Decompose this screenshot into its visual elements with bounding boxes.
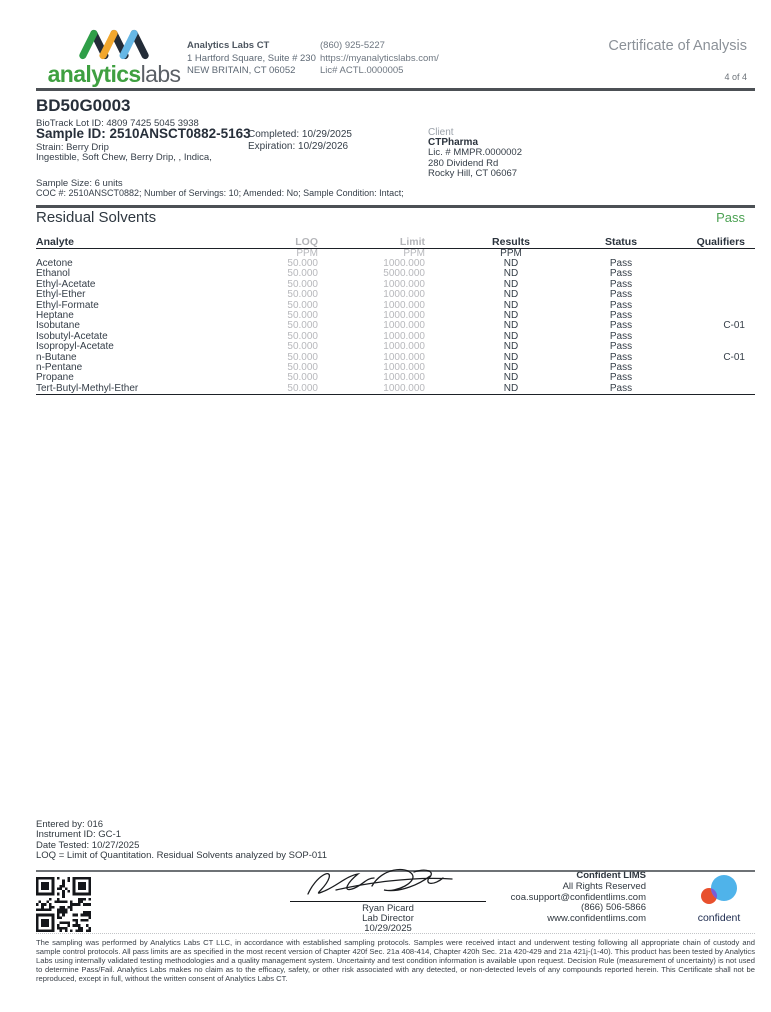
table-cell: Ethanol bbox=[36, 268, 70, 280]
units-cell: PPM bbox=[296, 247, 318, 259]
table-cell: Pass bbox=[609, 258, 633, 269]
header-divider bbox=[36, 88, 755, 91]
units-cell bbox=[645, 248, 755, 259]
sample-size: Sample Size: 6 units bbox=[36, 178, 123, 189]
mountain-zigzag-icon bbox=[77, 26, 151, 63]
lab-address-line1: 1 Hartford Square, Suite # 230 bbox=[187, 52, 316, 64]
table-cell bbox=[645, 373, 755, 383]
lab-phone: (860) 925-5227 bbox=[320, 40, 385, 51]
table-cell: Pass bbox=[609, 351, 633, 363]
lims-phone: (866) 506-5866 bbox=[581, 902, 646, 914]
table-cell bbox=[645, 280, 755, 290]
sample-id: Sample ID: 2510ANSCT0882-5163 bbox=[36, 126, 251, 141]
section-status-badge: Pass bbox=[716, 210, 745, 225]
table-cell: ND bbox=[503, 351, 519, 363]
client-address-line2: Rocky Hill, CT 06067 bbox=[428, 167, 518, 179]
table-cell: Pass bbox=[609, 320, 633, 332]
table-cell: Pass bbox=[609, 310, 633, 322]
table-cell: n-Butane bbox=[36, 351, 77, 363]
table-cell bbox=[645, 259, 755, 269]
table-cell: Pass bbox=[609, 299, 633, 311]
entered-by: Entered by: 016 bbox=[36, 819, 104, 830]
expiration-date: Expiration: 10/29/2026 bbox=[248, 141, 349, 152]
table-cell: 50.000 bbox=[287, 362, 318, 374]
wordmark-labs: labs bbox=[140, 61, 181, 87]
table-cell: Acetone bbox=[36, 258, 73, 269]
column-header-analyte: Analyte bbox=[36, 234, 236, 248]
page-number: 4 of 4 bbox=[724, 72, 747, 82]
signer-name: Ryan Picard bbox=[362, 903, 414, 914]
table-cell: 50.000 bbox=[287, 299, 318, 311]
table-cell: 1000.000 bbox=[383, 372, 425, 384]
table-cell: 1000.000 bbox=[383, 362, 425, 374]
biotrack-lot-id: BioTrack Lot ID: 4809 7425 5045 3938 bbox=[36, 118, 199, 129]
lab-contact-block bbox=[320, 40, 439, 78]
table-cell: 1000.000 bbox=[383, 289, 425, 301]
table-header-row bbox=[36, 234, 755, 248]
client-block bbox=[428, 128, 522, 179]
lab-license: Lic# ACTL.0000005 bbox=[320, 65, 404, 76]
table-cell bbox=[645, 301, 755, 311]
table-cell: 1000.000 bbox=[383, 341, 425, 353]
table-cell: 1000.000 bbox=[383, 278, 425, 290]
table-cell: Heptane bbox=[36, 310, 74, 322]
table-cell bbox=[645, 332, 755, 342]
table-cell: 1000.000 bbox=[383, 258, 425, 269]
table-cell: 1000.000 bbox=[318, 384, 425, 395]
table-cell: Tert-Butyl-Methyl-Ether bbox=[36, 384, 236, 395]
wordmark-analytics: analytics bbox=[47, 61, 141, 87]
lims-email: coa.support@confidentlims.com bbox=[510, 891, 646, 903]
table-cell: Isobutyl-Acetate bbox=[36, 330, 108, 342]
table-cell bbox=[645, 269, 755, 279]
units-cell: PPM bbox=[403, 247, 425, 259]
units-cell: PPM bbox=[500, 247, 522, 259]
table-cell: 1000.000 bbox=[383, 310, 425, 322]
table-cell: 50.000 bbox=[287, 289, 318, 301]
table-cell: n-Pentane bbox=[36, 362, 83, 374]
table-cell: ND bbox=[503, 372, 519, 384]
column-header-status: Status bbox=[597, 234, 645, 248]
table-cell: 1000.000 bbox=[383, 320, 425, 332]
instrument-id: Instrument ID: GC-1 bbox=[36, 829, 121, 841]
table-cell: Ethyl-Acetate bbox=[36, 278, 96, 290]
table-cell: Pass bbox=[609, 330, 633, 342]
client-license: Lic. # MMPR.0000002 bbox=[428, 147, 522, 159]
table-cell: 50.000 bbox=[287, 330, 318, 342]
lims-name: Confident LIMS bbox=[576, 870, 646, 881]
loq-note: LOQ = Limit of Quantitation. Residual Solvents analyzed by SOP-011 bbox=[36, 850, 328, 862]
signer-title: Lab Director bbox=[362, 912, 414, 924]
lims-rights: All Rights Reserved bbox=[562, 880, 646, 892]
column-header-loq: LOQ bbox=[236, 234, 318, 248]
analytics-labs-logo bbox=[40, 26, 188, 85]
table-cell: ND bbox=[503, 330, 519, 342]
column-header-results: Results bbox=[425, 234, 597, 248]
table-cell: 50.000 bbox=[287, 268, 318, 280]
table-cell: Pass bbox=[609, 268, 633, 280]
section-divider bbox=[36, 205, 755, 208]
table-cell: 1000.000 bbox=[383, 330, 425, 342]
table-cell: ND bbox=[503, 289, 519, 301]
document-title: Certificate of Analysis bbox=[608, 38, 747, 54]
lab-website: https://myanalyticslabs.com/ bbox=[320, 52, 439, 64]
table-cell: ND bbox=[503, 258, 519, 269]
table-cell bbox=[645, 384, 755, 395]
lims-info-block bbox=[440, 871, 646, 925]
table-cell bbox=[645, 363, 755, 373]
table-cell: 50.000 bbox=[287, 258, 318, 269]
residual-solvents-table bbox=[36, 234, 755, 395]
table-cell: ND bbox=[503, 310, 519, 322]
table-cell: Pass bbox=[609, 289, 633, 301]
coc-details: COC #: 2510ANSCT0882; Number of Servings: 10; Amended: No; Sample Condition: Intact; bbox=[36, 188, 404, 198]
section-title: Residual Solvents bbox=[36, 209, 157, 226]
matrix-description: Ingestible, Soft Chew, Berry Drip, , Indica, bbox=[36, 152, 212, 163]
signer-date: 10/29/2025 bbox=[364, 922, 412, 934]
table-cell: 50.000 bbox=[287, 310, 318, 322]
table-cell: Pass bbox=[609, 278, 633, 290]
column-header-qualifiers: Qualifiers bbox=[645, 234, 755, 248]
table-cell: Pass bbox=[609, 362, 633, 374]
table-cell: ND bbox=[503, 320, 519, 332]
table-cell: ND bbox=[503, 268, 519, 280]
table-cell bbox=[645, 290, 755, 300]
table-cell: Isobutane bbox=[36, 320, 80, 332]
table-cell: 5000.000 bbox=[383, 268, 425, 280]
qr-code bbox=[36, 877, 91, 932]
date-tested: Date Tested: 10/27/2025 bbox=[36, 839, 140, 851]
table-row bbox=[36, 384, 755, 395]
client-address-line1: 280 Dividend Rd bbox=[428, 157, 499, 169]
table-cell: Pass bbox=[597, 384, 645, 395]
table-cell: Propane bbox=[36, 372, 74, 384]
table-cell: Pass bbox=[609, 372, 633, 384]
table-cell: ND bbox=[503, 341, 519, 353]
table-cell: 50.000 bbox=[287, 351, 318, 363]
table-cell: C-01 bbox=[723, 320, 745, 332]
table-cell: 50.000 bbox=[236, 384, 318, 395]
table-cell: Ethyl-Ether bbox=[36, 289, 86, 301]
table-cell: ND bbox=[425, 384, 597, 395]
table-cell: 50.000 bbox=[287, 320, 318, 332]
strain: Strain: Berry Drip bbox=[36, 142, 109, 153]
lab-address-line2: NEW BRITAIN, CT 06052 bbox=[187, 65, 296, 76]
table-cell: 50.000 bbox=[287, 278, 318, 290]
column-header-limit: Limit bbox=[318, 234, 425, 248]
lims-website: www.confidentlims.com bbox=[547, 913, 646, 925]
table-cell: ND bbox=[503, 362, 519, 374]
wordmark bbox=[40, 63, 188, 85]
disclaimer-separator bbox=[36, 933, 755, 934]
table-cell: Isopropyl-Acetate bbox=[36, 341, 114, 353]
completed-date: Completed: 10/29/2025 bbox=[248, 129, 352, 140]
legal-disclaimer: The sampling was performed by Analytics Labs CT LLC, in accordance with established sampling protocols. Samples were received intact and underwent testing following all appropriate chain of custody and sample control protocols. All pass limits are as specified in the most recent version of Chapter 420f Sec. 21a 408-414, Chapter 420h Sec. 21a 420-429 and 21a 421j-(1-40). This product has been tested by Analytics Labs using internally validated testing methodologies and a quality management system. Uncertainty and test condition information is available upon request. Decision Rule (measurement of uncertainty) is not used to determine Pass/Fail. Analytics Labs makes no claim as to the efficacy, safety, or other risk associated with any detected, or non-detected levels of any compounds reported herein. This Certificate shall not be reproduced, except in full, without the written consent of Analytics Labs CT. bbox=[36, 938, 755, 983]
signature-scribble bbox=[302, 866, 462, 904]
client-label: Client bbox=[428, 127, 454, 138]
table-cell: ND bbox=[503, 299, 519, 311]
analysis-meta-block bbox=[36, 820, 327, 862]
table-cell: 1000.000 bbox=[383, 299, 425, 311]
batch-id: BD50G0003 bbox=[36, 96, 131, 115]
lab-address-block bbox=[187, 40, 316, 78]
client-name: CTPharma bbox=[428, 137, 479, 149]
confident-lims-logo bbox=[688, 874, 750, 924]
table-cell: Ethyl-Formate bbox=[36, 299, 99, 311]
confident-logo-text: confident bbox=[697, 912, 741, 924]
table-cell: C-01 bbox=[723, 351, 745, 363]
table-cell: Pass bbox=[609, 341, 633, 353]
table-cell: ND bbox=[503, 278, 519, 290]
lab-name: Analytics Labs CT bbox=[187, 40, 270, 51]
confident-circles-icon bbox=[695, 874, 743, 906]
table-cell: 50.000 bbox=[287, 341, 318, 353]
table-cell: 50.000 bbox=[287, 372, 318, 384]
table-cell: 1000.000 bbox=[383, 351, 425, 363]
